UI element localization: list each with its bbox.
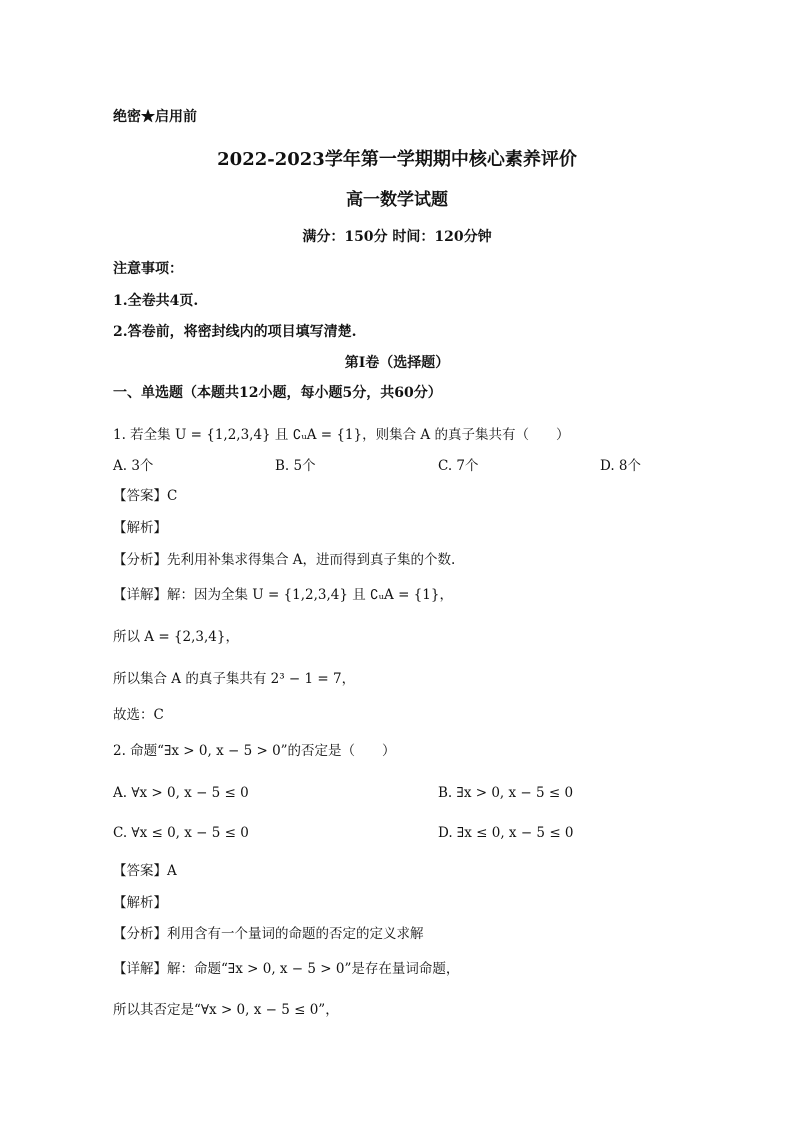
exam-subtitle: 高一数学试题	[346, 190, 448, 210]
volume-heading: 第Ⅰ卷（选择题）	[344, 355, 450, 371]
q1-option-b: B. 5个	[275, 458, 316, 474]
q2-fenxi: 【分析】利用含有一个量词的命题的否定的定义求解	[113, 926, 424, 942]
q2-analysis: 【解析】	[113, 895, 167, 911]
q1-answer: 【答案】C	[113, 488, 178, 504]
q2-option-d: D. ∃x ≤ 0, x − 5 ≤ 0	[438, 825, 574, 841]
q1-choose: 故选：C	[113, 707, 164, 723]
exam-meta: 满分：150分 时间：120分钟	[302, 229, 492, 245]
q1-stem: 1. 若全集 U = {1,2,3,4} 且 ∁ᵤA = {1}，则集合 A 的真子集共有（ ）	[113, 427, 570, 443]
q2-option-c: C. ∀x ≤ 0, x − 5 ≤ 0	[113, 825, 249, 841]
note-item: 1.全卷共4页.	[113, 293, 199, 309]
q2-stem: 2. 命题“∃x > 0, x − 5 > 0”的否定是（ ）	[113, 743, 396, 759]
q1-detail: 【详解】解：因为全集 U = {1,2,3,4} 且 ∁ᵤA = {1}，	[113, 587, 453, 603]
confidential-label: 绝密★启用前	[113, 109, 197, 125]
q2-option-b: B. ∃x > 0, x − 5 ≤ 0	[438, 785, 574, 801]
exam-title: 2022-2023学年第一学期期中核心素养评价	[217, 149, 577, 170]
q1-step1: 所以 A = {2,3,4}，	[113, 629, 239, 645]
q1-option-a: A. 3个	[113, 458, 154, 474]
q1-analysis: 【解析】	[113, 520, 167, 536]
notes-heading: 注意事项：	[113, 261, 183, 277]
q1-option-c: C. 7个	[438, 458, 479, 474]
q1-fenxi: 【分析】先利用补集求得集合 A，进而得到真子集的个数.	[113, 552, 456, 568]
section-heading: 一、单选题（本题共12小题，每小题5分，共60分）	[113, 385, 442, 401]
q2-option-a: A. ∀x > 0, x − 5 ≤ 0	[113, 785, 249, 801]
q1-step2: 所以集合 A 的真子集共有 2³ − 1 = 7，	[113, 671, 356, 687]
q2-answer: 【答案】A	[113, 863, 177, 879]
q2-detail: 【详解】解：命题“∃x > 0, x − 5 > 0”是存在量词命题，	[113, 961, 460, 977]
q2-step1: 所以其否定是“∀x > 0, x − 5 ≤ 0”，	[113, 1002, 339, 1018]
q1-option-d: D. 8个	[600, 458, 642, 474]
note-item: 2.答卷前，将密封线内的项目填写清楚.	[113, 324, 357, 340]
